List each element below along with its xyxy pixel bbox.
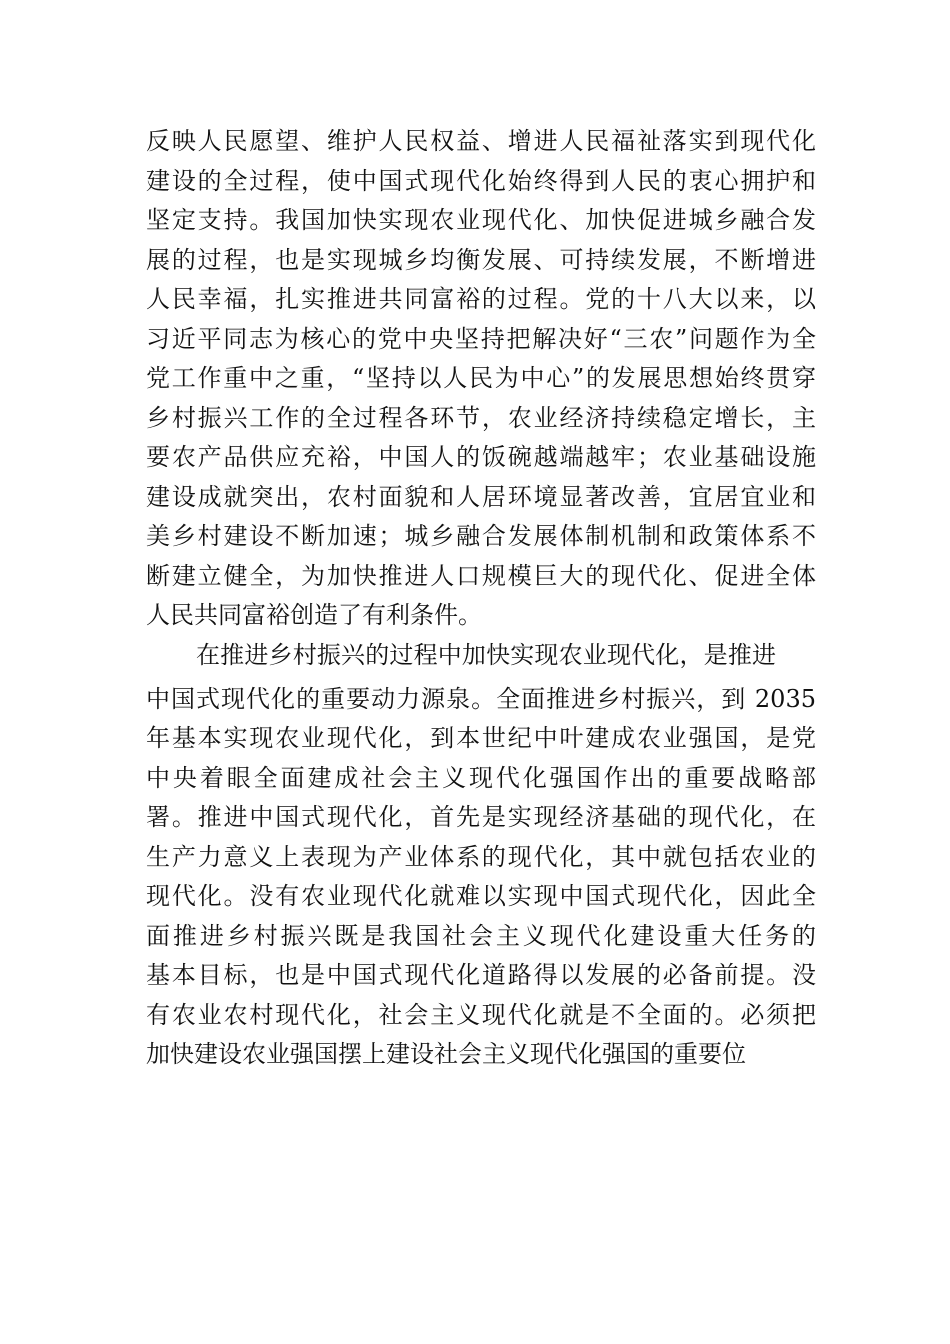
text-line: 面推进乡村振兴既是我国社会主义现代化建设重大任务的 (146, 921, 816, 950)
text-line: 建设的全过程，使中国式现代化始终得到人民的衷心拥护和 (146, 166, 816, 195)
text-line: 中国式现代化的重要动力源泉。全面推进乡村振兴，到 2035 (146, 684, 816, 713)
text-line: 现代化。没有农业现代化就难以实现中国式现代化，因此全 (146, 882, 816, 910)
text-line: 坚定支持。我国加快实现农业现代化、加快促进城乡融合发 (146, 206, 816, 234)
text-line: 生产力意义上表现为产业体系的现代化，其中就包括农业的 (146, 842, 816, 871)
text-line: 有农业农村现代化，社会主义现代化就是不全面的。必须把 (146, 1000, 816, 1029)
text-line: 习近平同志为核心的党中央坚持把解决好“三农”问题作为全 (146, 324, 816, 353)
text-line: 断建立健全，为加快推进人口规模巨大的现代化、促进全体 (146, 561, 816, 590)
text-line: 人民幸福，扎实推进共同富裕的过程。党的十八大以来，以 (146, 285, 816, 313)
text-line: 基本目标，也是中国式现代化道路得以发展的必备前提。没 (146, 961, 816, 989)
text-line: 反映人民愿望、维护人民权益、增进人民福祉落实到现代化 (146, 127, 816, 155)
text-line: 展的过程，也是实现城乡均衡发展、可持续发展，不断增进 (146, 245, 816, 274)
text-line: 中央着眼全面建成社会主义现代化强国作出的重要战略部 (146, 763, 816, 792)
text-line: 年基本实现农业现代化，到本世纪中叶建成农业强国，是党 (146, 724, 816, 752)
text-line: 乡村振兴工作的全过程各环节，农业经济持续稳定增长，主 (146, 403, 816, 432)
paragraph-2 (146, 636, 816, 1075)
text-line: 署。推进中国式现代化，首先是实现经济基础的现代化，在 (146, 803, 816, 831)
text-line: 党工作重中之重，“坚持以人民为中心”的发展思想始终贯穿 (146, 364, 816, 392)
text-line: 人民共同富裕创造了有利条件。 (146, 601, 482, 629)
text-line: 美乡村建设不断加速；城乡融合发展体制机制和政策体系不 (146, 522, 816, 550)
text-line-indented: 在推进乡村振兴的过程中加快实现农业现代化，是推进 (196, 640, 776, 669)
body-text (146, 122, 816, 1075)
text-line: 要农产品供应充裕，中国人的饭碗越端越牢；农业基础设施 (146, 443, 816, 471)
text-line: 建设成就突出，农村面貌和人居环境显著改善，宜居宜业和 (146, 482, 816, 511)
paragraph-1 (146, 122, 816, 636)
text-line: 加快建设农业强国摆上建设社会主义现代化强国的重要位 (146, 1040, 746, 1068)
